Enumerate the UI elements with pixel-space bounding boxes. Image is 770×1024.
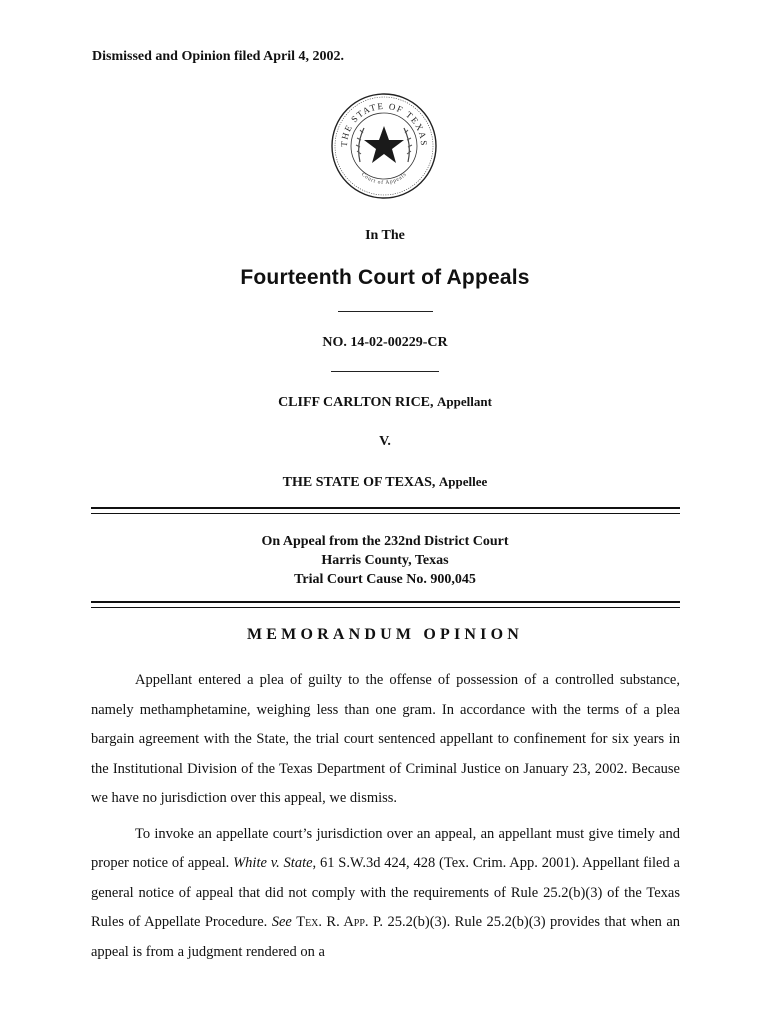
opinion-heading: MEMORANDUM OPINION xyxy=(246,626,524,643)
appellee-name: THE STATE OF TEXAS, xyxy=(282,475,436,490)
texas-seal-icon xyxy=(330,92,438,200)
docket-number: NO. 14-02-00229-CR xyxy=(322,335,448,350)
paragraph-1: Appellant entered a plea of guilty to the offense of possession of a controlled substance, namely methamphetamine, weighing less than one gram. In accordance with the terms of a plea bargain agreement with the State, the trial court sentenced appellant to confinement for six years in the Institutional Division of the Texas Department of Criminal Justice on January 23, 2002. Because we have no jurisdiction over this appeal, we dismiss. xyxy=(91,672,680,806)
divider-short-2 xyxy=(331,371,439,372)
versus: V. xyxy=(379,434,391,449)
appeal-court: On Appeal from the 232nd District Court xyxy=(261,534,509,549)
in-the-label: In The xyxy=(365,228,405,243)
case-citation: White v. State xyxy=(233,855,313,871)
appellant-name: CLIFF CARLTON RICE, xyxy=(278,395,434,410)
filed-date-line: Dismissed and Opinion filed April 4, 2002. xyxy=(92,49,345,64)
rule-citation: Tex. R. App. P. xyxy=(296,914,384,930)
seal-bottom-text: Court of Appeals xyxy=(359,171,409,187)
divider-short xyxy=(338,311,433,312)
appellant-role: Appellant xyxy=(437,394,492,409)
opinion-body xyxy=(91,666,680,973)
court-name: Fourteenth Court of Appeals xyxy=(240,266,530,289)
double-rule-top xyxy=(91,507,680,514)
seal-top-text: THE STATE OF TEXAS xyxy=(338,100,430,148)
see-signal: See xyxy=(271,914,292,930)
appellee-role: Appellee xyxy=(438,474,488,489)
trial-cause-number: Trial Court Cause No. 900,045 xyxy=(294,572,476,587)
paragraph-2-text-b: , 61 S.W.3d 424, 428 (Tex. Crim. App. 2001). Appellant filed a general notice of appeal that did not comply with the requirements of Rule 25.2(b)(3) of the Texas Rules of Appellate Procedure. xyxy=(91,855,680,930)
appellant-line xyxy=(0,394,770,411)
appeal-from-block xyxy=(0,532,770,589)
paragraph-2-text: To invoke an appellate court’s jurisdiction over an appeal, an appellant must give timely and proper notice of appeal. xyxy=(91,825,680,871)
double-rule-bottom xyxy=(91,601,680,608)
appellee-line xyxy=(0,474,770,491)
appeal-county: Harris County, Texas xyxy=(321,553,449,568)
paragraph-2 xyxy=(91,820,680,968)
paragraph-2-text-c: 25.2(b)(3). Rule 25.2(b)(3) provides that when an appeal is from a judgment rendered on a xyxy=(91,914,680,960)
